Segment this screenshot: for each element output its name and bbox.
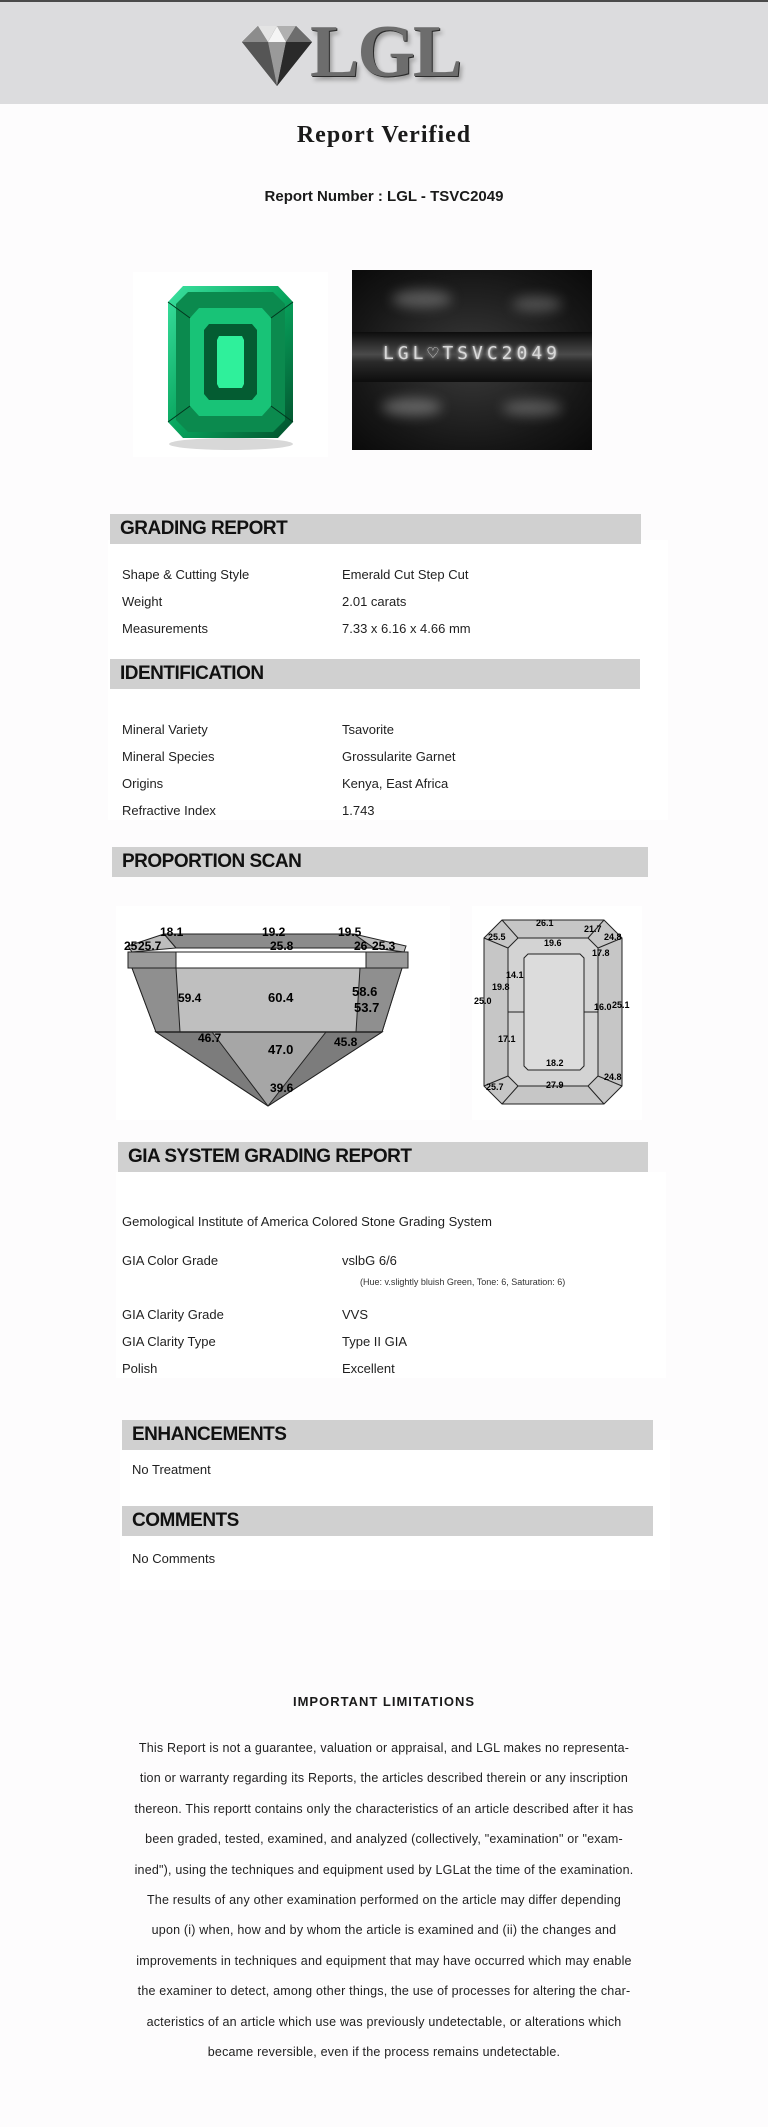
page-title: Report Verified <box>296 122 472 148</box>
side-label: 46.7 <box>198 1031 222 1045</box>
top-label: 17.8 <box>592 948 610 958</box>
side-label: 39.6 <box>270 1081 294 1095</box>
side-label: 25.7 <box>138 939 162 953</box>
limitations-line: been graded, tested, examined, and analyzed (collectively, "examination" or "exam- <box>145 1832 623 1847</box>
mineral-variety-label: Mineral Variety <box>122 722 208 737</box>
clarity-type-value: Type II GIA <box>342 1334 408 1349</box>
side-label: 45.8 <box>334 1035 358 1049</box>
lgl-logo <box>232 11 492 96</box>
top-label: 21.7 <box>584 924 602 934</box>
top-view-diagram <box>472 906 642 1120</box>
top-label: 25.7 <box>486 1082 504 1092</box>
side-label: 19.5 <box>338 925 362 939</box>
limitations-line: tion or warranty regarding its Reports, the articles described therein or any inscription <box>139 1771 629 1786</box>
limitations-line: This Report is not a guarantee, valuation or appraisal, and LGL makes no representa- <box>138 1741 630 1755</box>
measurements-label: Measurements <box>122 621 208 636</box>
side-label: 47.0 <box>268 1042 294 1057</box>
origins-value: Kenya, East Africa <box>342 776 449 791</box>
gia-intro: Gemological Institute of America Colored Stone Grading System <box>122 1214 492 1229</box>
gia-color-note: (Hue: v.slightly bluish Green, Tone: 6, Saturation: 6) <box>360 1277 566 1287</box>
side-label: 58.6 <box>352 984 378 999</box>
side-label: 19.2 <box>262 925 286 939</box>
side-label: 26 <box>354 939 368 953</box>
top-label: 25.5 <box>488 932 506 942</box>
top-label: 25.1 <box>612 1000 630 1010</box>
limitations-line: The results of any other examination performed on the article may differ depending <box>146 1893 622 1908</box>
gemstone-photo <box>133 272 328 457</box>
side-profile-diagram <box>116 906 450 1120</box>
refractive-index-value: 1.743 <box>342 803 375 818</box>
mineral-species-label: Mineral Species <box>122 749 215 764</box>
top-label: 25.0 <box>474 996 492 1006</box>
comments-value: No Comments <box>132 1551 216 1566</box>
top-label: 26.1 <box>536 918 554 928</box>
limitations-line: became reversible, even if the process remains undetectable. <box>207 2045 561 2060</box>
limitations-line: thereon. This reportt contains only the characteristics of an article described after it has <box>134 1801 634 1816</box>
top-label: 16.0 <box>594 1002 612 1012</box>
gia-color-label: GIA Color Grade <box>122 1253 219 1268</box>
polish-value: Excellent <box>342 1361 395 1376</box>
top-label: 24.8 <box>604 1072 622 1082</box>
side-label: 60.4 <box>268 990 294 1005</box>
side-label: 53.7 <box>354 1000 380 1015</box>
mineral-variety-value: Tsavorite <box>342 722 395 737</box>
shape-label: Shape & Cutting Style <box>122 567 250 582</box>
limitations-line: the examiner to detect, among other things, the use of processes for altering the char- <box>137 1984 631 1999</box>
side-label: 25 <box>124 939 138 953</box>
refractive-index-label: Refractive Index <box>122 803 216 818</box>
top-label: 27.9 <box>546 1080 564 1090</box>
report-number: Report Number : LGL - TSVC2049 <box>264 188 504 205</box>
polish-label: Polish <box>122 1361 158 1376</box>
proportion-scan-heading: PROPORTION SCAN <box>112 847 648 877</box>
laser-inscription-photo <box>352 270 592 450</box>
logo-text: LGL <box>310 11 461 93</box>
diamond-icon <box>232 20 322 92</box>
comments-heading: COMMENTS <box>122 1506 653 1536</box>
header-banner <box>0 2 768 104</box>
top-label: 19.8 <box>492 982 510 992</box>
gia-heading: GIA SYSTEM GRADING REPORT <box>118 1142 648 1172</box>
enhancements-heading: ENHANCEMENTS <box>122 1420 653 1450</box>
limitations-line: ined"), using the techniques and equipment used by LGLat the time of the examination. <box>134 1862 634 1877</box>
grading-report-heading: GRADING REPORT <box>110 514 641 544</box>
top-label: 17.1 <box>498 1034 516 1044</box>
side-label: 25.3 <box>372 939 396 953</box>
side-label: 18.1 <box>160 925 184 939</box>
identification-heading: IDENTIFICATION <box>110 659 640 689</box>
clarity-grade-label: GIA Clarity Grade <box>122 1307 224 1322</box>
top-label: 19.6 <box>544 938 562 948</box>
mineral-species-value: Grossularite Garnet <box>342 749 456 764</box>
weight-value: 2.01 carats <box>342 594 407 609</box>
limitations-line: acteristics of an article which use was previously undetectable, or alterations which <box>146 2014 622 2029</box>
top-label: 18.2 <box>546 1058 564 1068</box>
weight-label: Weight <box>122 594 163 609</box>
side-label: 59.4 <box>178 991 202 1005</box>
limitations-text <box>118 1733 650 2067</box>
shape-value: Emerald Cut Step Cut <box>342 567 469 582</box>
limitations-line: improvements in techniques and equipment that may have occurred which may enable <box>136 1953 632 1968</box>
limitations-title: IMPORTANT LIMITATIONS <box>292 1694 476 1709</box>
limitations-line: upon (i) when, how and by whom the article is examined and (ii) the changes and <box>151 1923 617 1938</box>
clarity-type-label: GIA Clarity Type <box>122 1334 216 1349</box>
top-label: 14.1 <box>506 970 524 980</box>
gia-color-value: vslbG 6/6 <box>342 1253 397 1268</box>
clarity-grade-value: VVS <box>342 1307 369 1322</box>
enhancements-value: No Treatment <box>132 1462 211 1477</box>
origins-label: Origins <box>122 776 164 791</box>
side-label: 25.8 <box>270 939 294 953</box>
inscription-text: LGL♡TSVC2049 <box>382 343 562 364</box>
top-label: 24.8 <box>604 932 622 942</box>
measurements-value: 7.33 x 6.16 x 4.66 mm <box>342 621 471 636</box>
